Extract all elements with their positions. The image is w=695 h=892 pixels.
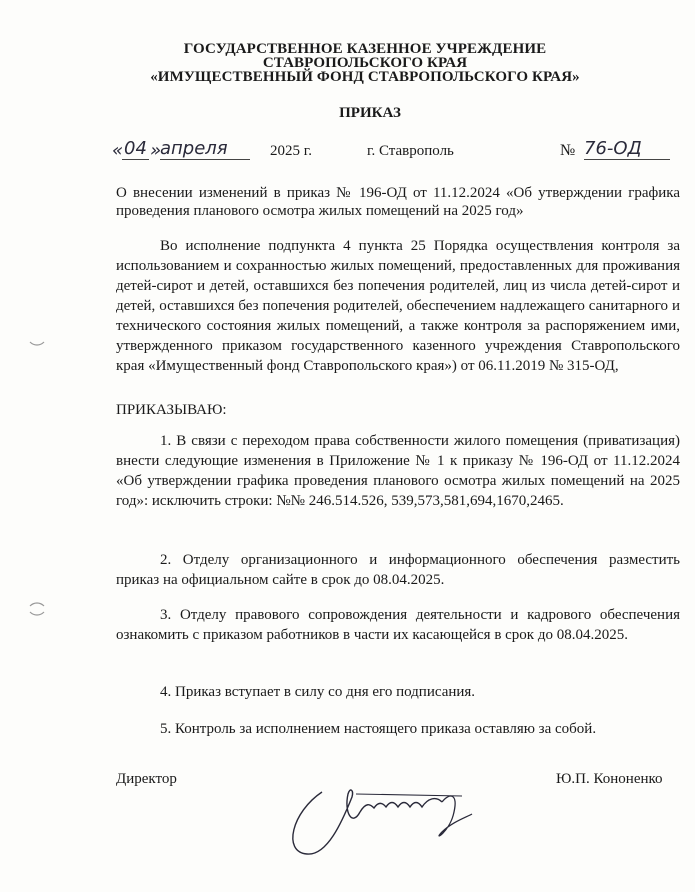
date-day: 04	[124, 138, 147, 159]
order-item-5: 5. Контроль за исполнением настоящего приказа оставляю за собой.	[160, 721, 597, 737]
order-item-4: 4. Приказ вступает в силу со дня его подписания.	[160, 684, 476, 700]
header-line-3: «ИМУЩЕСТВЕННЫЙ ФОНД СТАВРОПОЛЬСКОГО КРАЯ»	[150, 69, 580, 85]
signatory-role: Директор	[116, 771, 177, 787]
date-quote-open: «	[112, 140, 124, 161]
prikazyvayu-heading: ПРИКАЗЫВАЮ:	[116, 402, 227, 418]
punch-mark	[26, 598, 48, 620]
order-item-2: 2. Отделу организационного и информационного обеспечения разместить приказ на официальном сайте в срок до 08.04.2025.	[116, 552, 680, 588]
city: г. Ставрополь	[367, 143, 454, 159]
date-month: апреля	[160, 138, 250, 160]
order-subject: О внесении изменений в приказ № 196-ОД от 11.12.2024 «Об утверждении графика проведения планового осмотра жилых помещений на 2025 год»	[116, 185, 680, 219]
order-item-1: 1. В связи с переходом права собственности жилого помещения (приватизация) внести следующие изменения в Приложение № 1 к приказу № 196-ОД от 11.12.2024 «Об утверждении графика проведения планового осмотра жилых помещений на 2025 год»: исключить строки: №№ 246.514.526, 539,573,581,694,1670,2465.	[116, 433, 680, 509]
order-number: 76-ОД	[584, 138, 670, 160]
punch-mark	[26, 330, 48, 352]
number-sign: №	[560, 142, 576, 159]
organization-header	[110, 42, 620, 84]
handwritten-signature	[282, 772, 482, 862]
date-quote-close: »	[150, 140, 162, 161]
order-item-3: 3. Отделу правового сопровождения деятельности и кадрового обеспечения ознакомить с приказом работников в части их касающейся в срок до 08.04.2025.	[116, 607, 680, 643]
order-title: ПРИКАЗ	[339, 105, 401, 121]
preamble-paragraph: Во исполнение подпункта 4 пункта 25 Порядка осуществления контроля за использованием и сохранностью жилых помещений, предоставленных для проживания детей-сирот и детей, оставшихся без попечения родителей, лиц из числа детей-сирот и детей, оставшихся без попечения родителей, обеспечением надлежащего санитарного и технического состояния жилых помещений, а также контроля за распоряжением ими, утвержденного приказом государственного казенного учреждения Ставропольского края «Имущественный фонд Ставропольского края») от 06.11.2019 № 315-ОД,	[116, 238, 680, 374]
header-line-1: ГОСУДАРСТВЕННОЕ КАЗЕННОЕ УЧРЕЖДЕНИЕ	[183, 41, 547, 57]
date-year: 2025 г.	[270, 143, 312, 159]
signatory-name: Ю.П. Кононенко	[556, 771, 663, 787]
dateline	[0, 138, 695, 168]
header-line-2: СТАВРОПОЛЬСКОГО КРАЯ	[262, 55, 468, 71]
